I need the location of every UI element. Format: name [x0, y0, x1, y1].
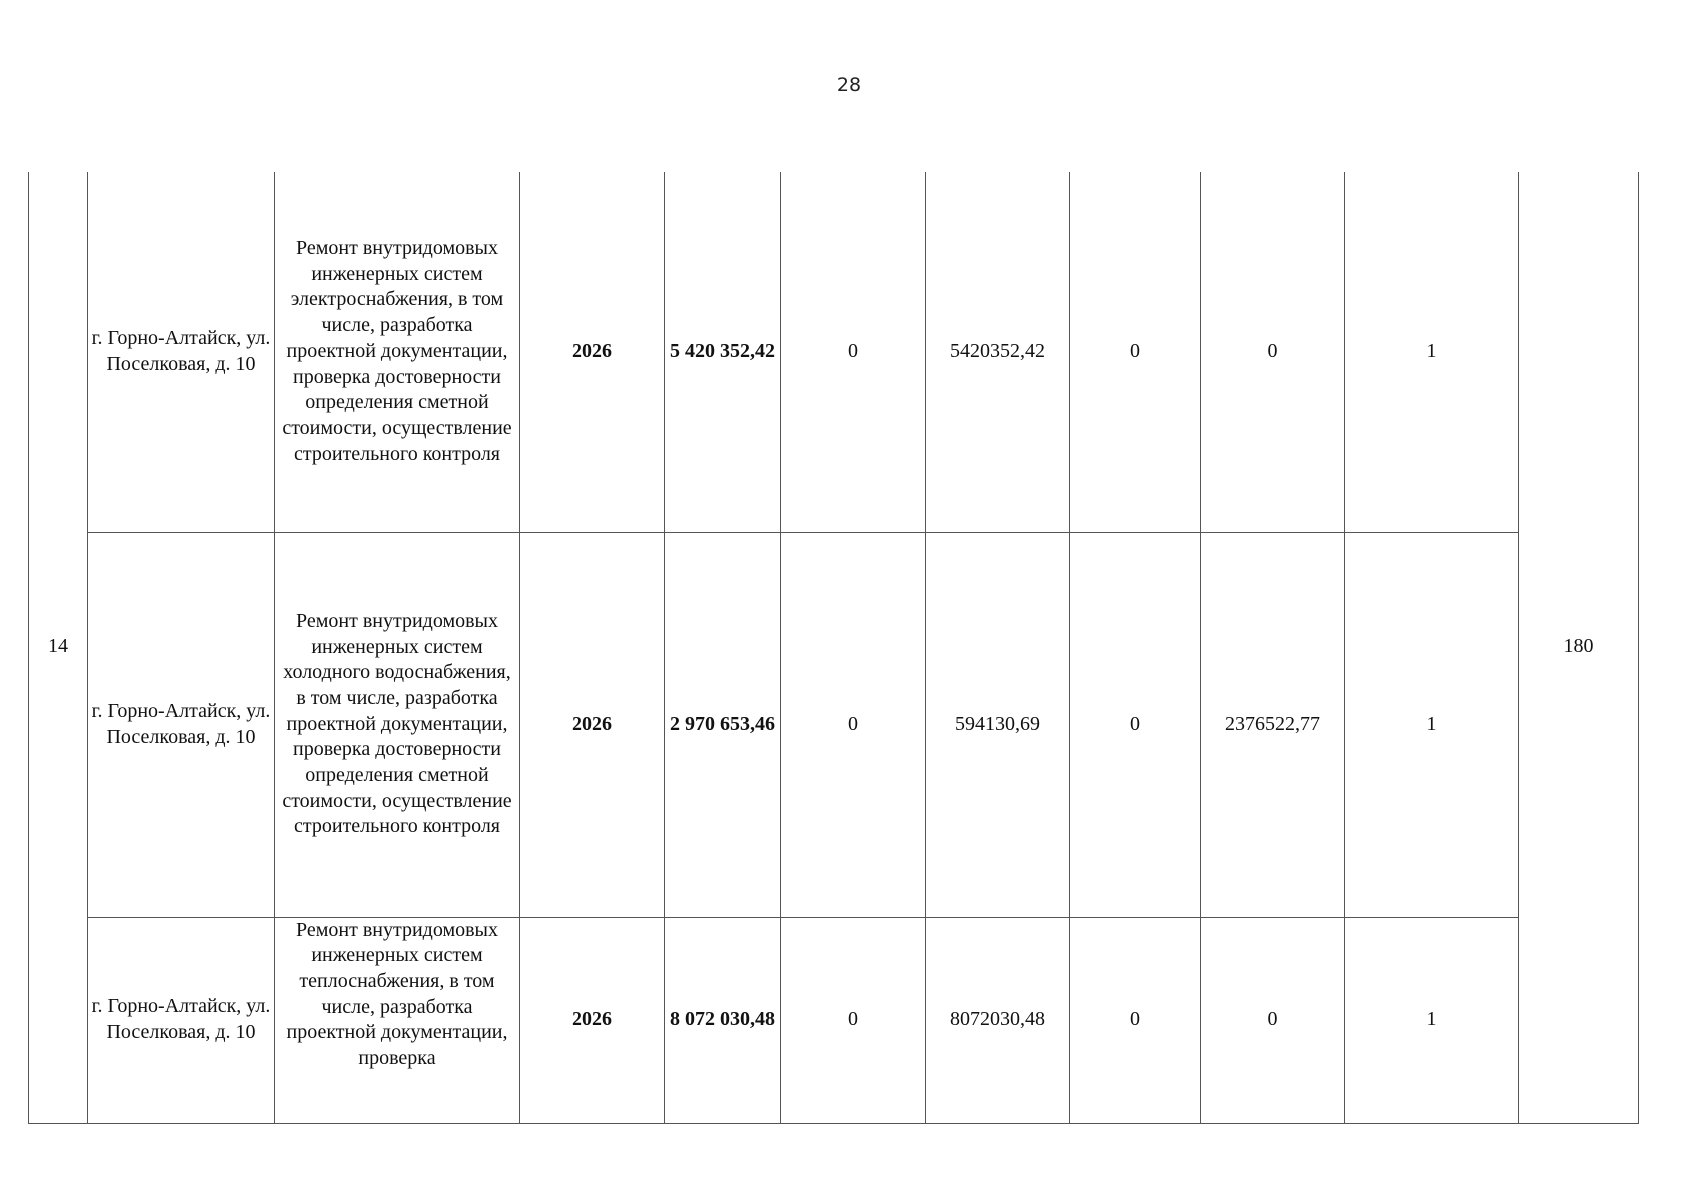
value-cell-d: 0: [1201, 172, 1345, 532]
page-number: 28: [836, 74, 862, 96]
value-cell-a: 0: [781, 172, 926, 532]
description-cell: Ремонт внутридомовых инженерных систем холодного водоснабжения, в том числе, разработка проектной документации, проверка достоверности определения сметной стоимости, осуществление строительного контроля: [275, 532, 520, 917]
year-cell: 2026: [520, 532, 665, 917]
address-cell: г. Горно-Алтайск, ул. Поселковая, д. 10: [88, 917, 275, 1123]
works-table: [28, 172, 1639, 1124]
value-cell-e: 1: [1345, 172, 1519, 532]
total-cost-cell: 2 970 653,46: [665, 532, 781, 917]
value-cell-a: 0: [781, 532, 926, 917]
year-cell: 2026: [520, 172, 665, 532]
value-cell-a: 0: [781, 917, 926, 1123]
description-text: Ремонт внутридомовых инженерных систем теплоснабжения, в том числе, разработка проектной документации, проверка: [286, 918, 508, 1070]
value-cell-d: 2376522,77: [1201, 532, 1345, 917]
group-number-cell: 14: [29, 172, 88, 1123]
table-row: [29, 917, 1639, 1123]
value-cell-c: 0: [1070, 917, 1201, 1123]
value-cell-d: 0: [1201, 917, 1345, 1123]
value-cell-c: 0: [1070, 532, 1201, 917]
description-cell: [275, 917, 520, 1123]
group-value-cell: 180: [1519, 172, 1639, 1123]
value-cell-b: 594130,69: [926, 532, 1070, 917]
value-cell-e: 1: [1345, 917, 1519, 1123]
table-row: [29, 532, 1639, 917]
total-cost-cell: 8 072 030,48: [665, 917, 781, 1123]
value-cell-b: 5420352,42: [926, 172, 1070, 532]
year-cell: 2026: [520, 917, 665, 1123]
description-cell: Ремонт внутридомовых инженерных систем электроснабжения, в том числе, разработка проектной документации, проверка достоверности определения сметной стоимости, осуществление строительного контроля: [275, 172, 520, 532]
value-cell-e: 1: [1345, 532, 1519, 917]
total-cost-cell: 5 420 352,42: [665, 172, 781, 532]
address-cell: г. Горно-Алтайск, ул. Поселковая, д. 10: [88, 532, 275, 917]
address-cell: г. Горно-Алтайск, ул. Поселковая, д. 10: [88, 172, 275, 532]
table-row: [29, 172, 1639, 532]
value-cell-c: 0: [1070, 172, 1201, 532]
value-cell-b: 8072030,48: [926, 917, 1070, 1123]
